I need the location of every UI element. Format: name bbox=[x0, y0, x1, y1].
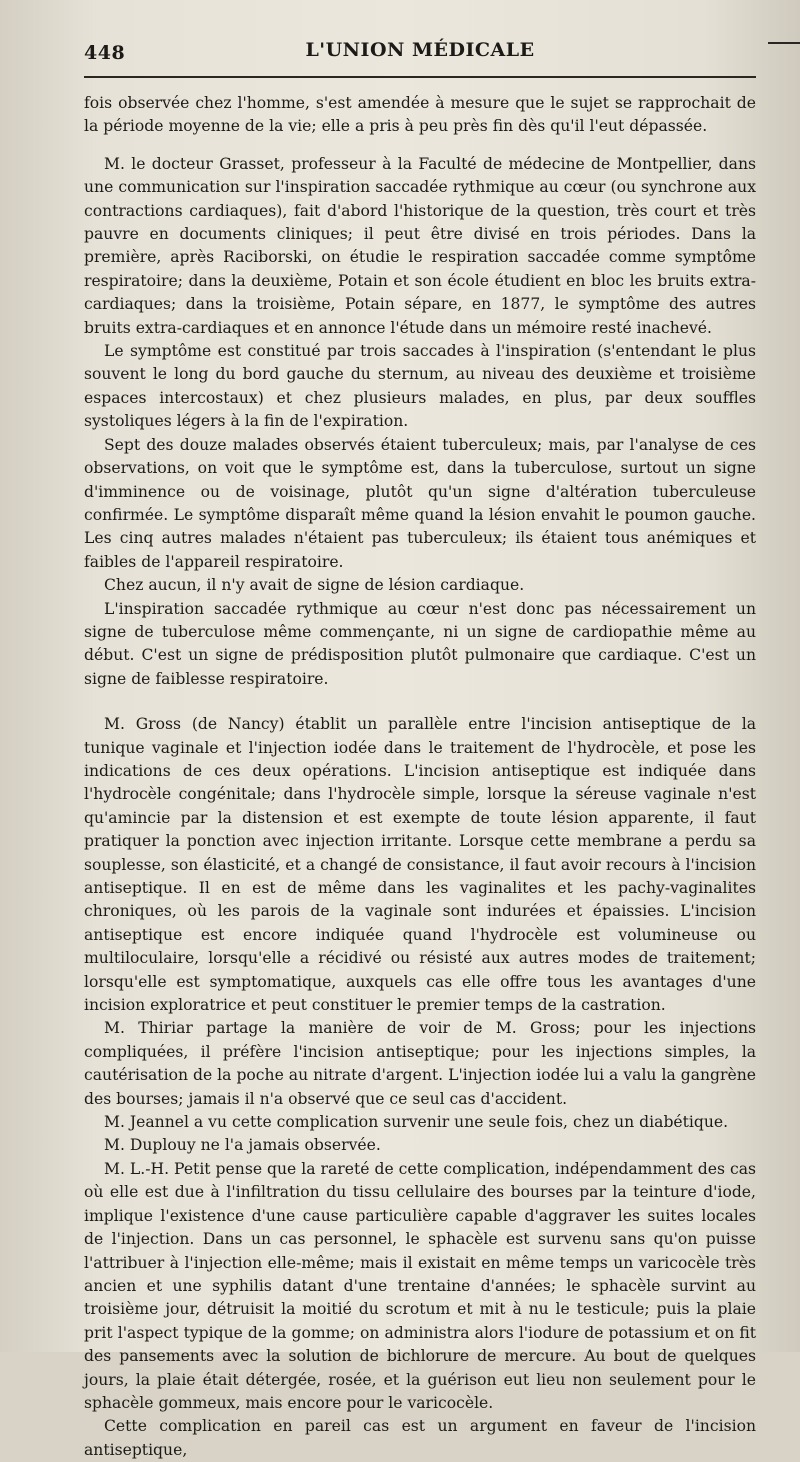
page-header bbox=[84, 34, 756, 66]
paragraph: Le symptôme est constitué par trois saccades à l'inspiration (s'entendant le plus souvent le long du bord gauche du sternum, au niveau des deuxième et troisième espaces intercostaux) et chez plusieurs malades, en plus, par deux souffles systoliques légers à la fin de l'expiration. bbox=[84, 342, 756, 431]
paragraph: fois observée chez l'homme, s'est amendée à mesure que le sujet se rapprochait de la période moyenne de la vie; elle a pris à peu près fin dès qu'il l'eut dépassée. bbox=[84, 94, 756, 136]
header-rule-tail bbox=[768, 42, 800, 44]
paragraph: Sept des douze malades observés étaient tuberculeux; mais, par l'analyse de ces observations, on voit que le symptôme est, dans la tuberculose, surtout un signe d'imminence ou de voisinage, plutôt qu'un signe d'altération tuberculeuse confirmée. Le symptôme disparaît même quand la lésion envahit le poumon gauche. Les cinq autres malades n'étaient pas tuberculeux; ils étaient tous anémiques et faibles de l'appareil respiratoire. bbox=[84, 435, 756, 571]
paragraph: M. Gross (de Nancy) établit un parallèle entre l'incision antiseptique de la tunique vaginale et l'injection iodée dans le traitement de l'hydrocèle, et pose les indications de ces deux opérations. L'incision antiseptique est indiquée dans l'hydrocèle congénitale; dans l'hydrocèle simple, lorsque la séreuse vaginale n'est qu'amincie par la distension et est exempte de toute lésion apparente, il faut pratiquer la ponction avec injection irritante. Lorsque cette membrane a perdu sa souplesse, son élasticité, et a changé de consistance, il faut avoir recours à l'incision antiseptique. Il en est de même dans les vaginalites et les pachy-vaginalites chroniques, où les parois de la vaginale sont indurées et épaissies. L'incision antiseptique est encore indiquée quand l'hydrocèle est volumineuse ou multiloculaire, lorsqu'elle a récidivé ou résisté aux autres modes de traitement; lorsqu'elle est symptomatique, auxquels cas elle offre tous les avantages d'une incision exploratrice et peut constituer le premier temps de la castration. bbox=[84, 715, 756, 1015]
running-title: L'UNION MÉDICALE bbox=[305, 39, 535, 61]
page-number: 448 bbox=[84, 42, 126, 64]
article-body bbox=[84, 92, 756, 1462]
paragraph: M. Duplouy ne l'a jamais observée. bbox=[104, 1136, 381, 1155]
paragraph: M. L.-H. Petit pense que la rareté de cette complication, indépendamment des cas où elle est due à l'infiltration du tissu cellulaire des bourses par la teinture d'iode, implique l'existence d'une cause particulière capable d'aggraver les suites locales de l'injection. Dans un cas personnel, le sphacèle est survenu sans qu'on puisse l'attribuer à l'injection elle-même; mais il existait en même temps un varicocèle très ancien et une syphilis datant d'une trentaine d'années; le sphacèle survint au troisième jour, détruisit la moitié du scrotum et mit à nu le testicule; puis la plaie prit l'aspect typique de la gomme; on administra alors l'iodure de potassium et on fit des pansements avec la solution de bichlorure de mercure. Au bout de quelques jours, la plaie était détergée, rosée, et la guérison eut lieu non seulement pour le sphacèle gommeux, mais encore pour le varicocèle. bbox=[84, 1159, 756, 1412]
paragraph: Chez aucun, il n'y avait de signe de lésion cardiaque. bbox=[104, 576, 525, 595]
paragraph: Cette complication en pareil cas est un argument en faveur de l'incision antiseptique, bbox=[84, 1417, 756, 1459]
header-rule bbox=[84, 76, 756, 78]
paragraph: L'inspiration saccadée rythmique au cœur n'est donc pas nécessairement un signe de tuberculose même commençante, ni un signe de cardiopathie même au début. C'est un signe de prédisposition plutôt pulmonaire que cardiaque. C'est un signe de faiblesse respiratoire. bbox=[84, 599, 756, 688]
paragraph: M. Thiriar partage la manière de voir de M. Gross; pour les injections compliquées, il préfère l'incision antiseptique; pour les injections simples, la cautérisation de la poche au nitrate d'argent. L'injection iodée lui a valu la gangrène des bourses; jamais il n'a observé que ce seul cas d'accident. bbox=[84, 1019, 756, 1108]
paragraph: M. le docteur Grasset, professeur à la Faculté de médecine de Montpellier, dans une communication sur l'inspiration saccadée rythmique au cœur (ou synchrone aux contractions cardiaques), fait d'abord l'historique de la question, très court et très pauvre en documents cliniques; il peut être divisé en trois périodes. Dans la première, après Raciborski, on étudie le respiration saccadée comme symptôme respiratoire; dans la deuxième, Potain et son école étudient en bloc les bruits extra-cardiaques; dans la troisième, Potain sépare, en 1877, le symptôme des autres bruits extra-cardiaques et en annonce l'étude dans un mémoire resté inachevé. bbox=[84, 154, 756, 337]
paragraph: M. Jeannel a vu cette complication survenir une seule fois, chez un diabétique. bbox=[104, 1113, 729, 1132]
